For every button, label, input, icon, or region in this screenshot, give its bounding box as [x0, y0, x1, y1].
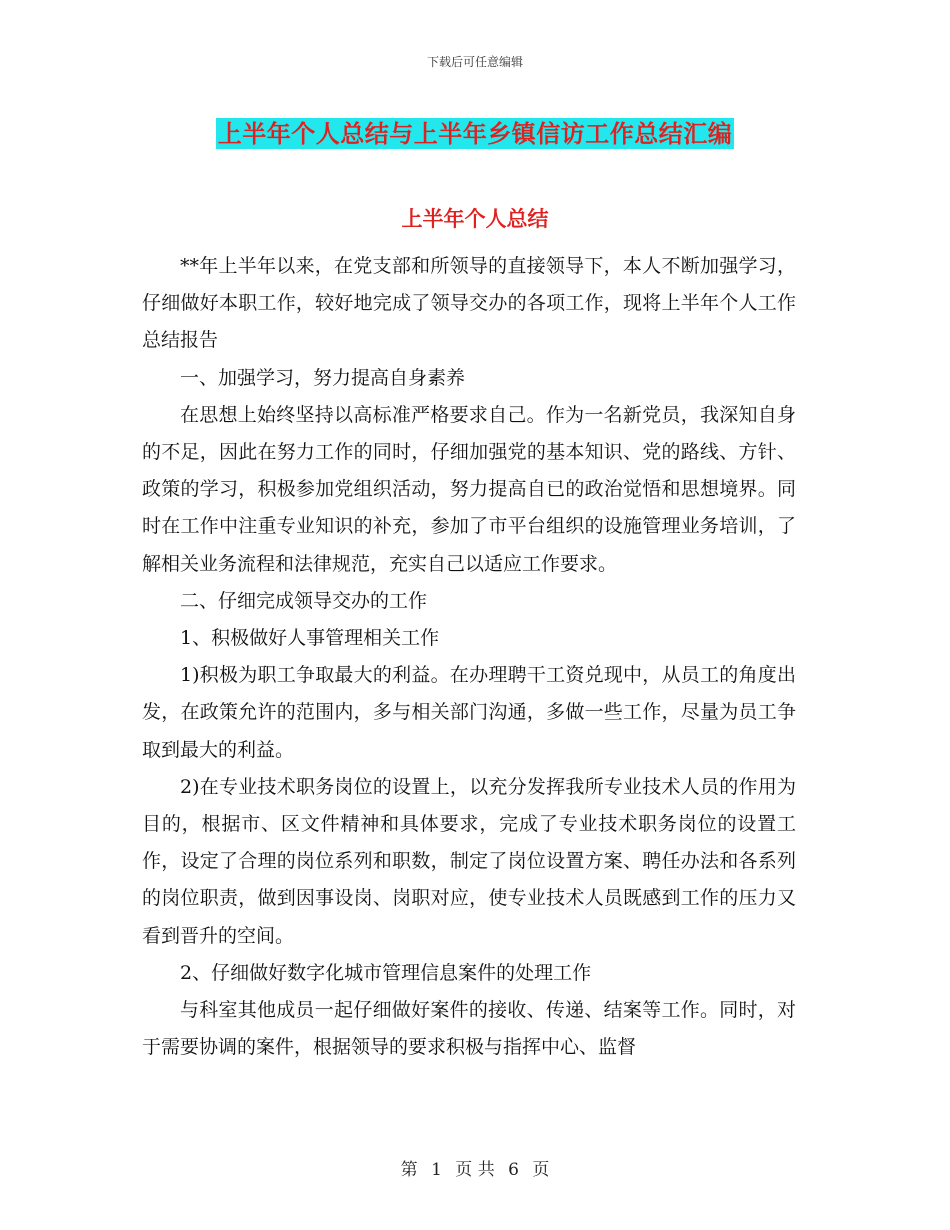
- header-note: 下载后可任意编辑: [426, 55, 523, 69]
- paragraph: 与科室其他成员一起仔细做好案件的接收、传递、结案等工作。同时，对于需要协调的案件，根据领导的要求积极与指挥中心、监督: [142, 999, 796, 1059]
- heading-2: 二、仔细完成领导交办的工作: [180, 589, 428, 612]
- heading-1: 一、加强学习，努力提高自身素养: [180, 366, 466, 389]
- paragraph: 2)在专业技术职务岗位的设置上，以充分发挥我所专业技术人员的作用为目的，根据市、区文件精神和具体要求，完成了专业技术职务岗位的设置工作，设定了合理的岗位系列和职数，制定了岗位设置方案、聘任办法和各系列的岗位职责，做到因事设岗、岗职对应，使专业技术人员既感到工作的压力又看到晋升的空间。: [142, 775, 796, 947]
- paragraph: **年上半年以来，在党支部和所领导的直接领导下，本人不断加强学习，仔细做好本职工作，较好地完成了领导交办的各项工作，现将上半年个人工作总结报告: [142, 255, 796, 352]
- document-title-text: 上半年个人总结与上半年乡镇信访工作总结汇编: [217, 119, 733, 148]
- subheading: 2、仔细做好数字化城市管理信息案件的处理工作: [180, 961, 592, 984]
- page-number: 1: [431, 1160, 442, 1180]
- section-title: 上半年个人总结: [401, 206, 549, 231]
- footer-middle: 页 共: [455, 1160, 495, 1180]
- paragraph: 1)积极为职工争取最大的利益。在办理聘干工资兑现中，从员工的角度出发，在政策允许的范围内，多与相关部门沟通，多做一些工作，尽量为员工争取到最大的利益。: [142, 664, 796, 761]
- page-footer: [0, 1155, 950, 1180]
- footer-prefix: 第: [400, 1160, 418, 1180]
- footer-suffix: 页: [532, 1160, 550, 1180]
- document-title: [0, 114, 950, 149]
- document-body: [142, 248, 796, 1066]
- total-pages: 6: [508, 1160, 519, 1180]
- paragraph: 在思想上始终坚持以高标准严格要求自己。作为一名新党员，我深知自身的不足，因此在努力工作的同时，仔细加强党的基本知识、党的路线、方针、政策的学习，积极参加党组织活动，努力提高自已的政治觉悟和思想境界。同时在工作中注重专业知识的补充，参加了市平台组织的设施管理业务培训，了解相关业务流程和法律规范，充实自己以适应工作要求。: [142, 403, 796, 575]
- subheading: 1、积极做好人事管理相关工作: [180, 627, 440, 650]
